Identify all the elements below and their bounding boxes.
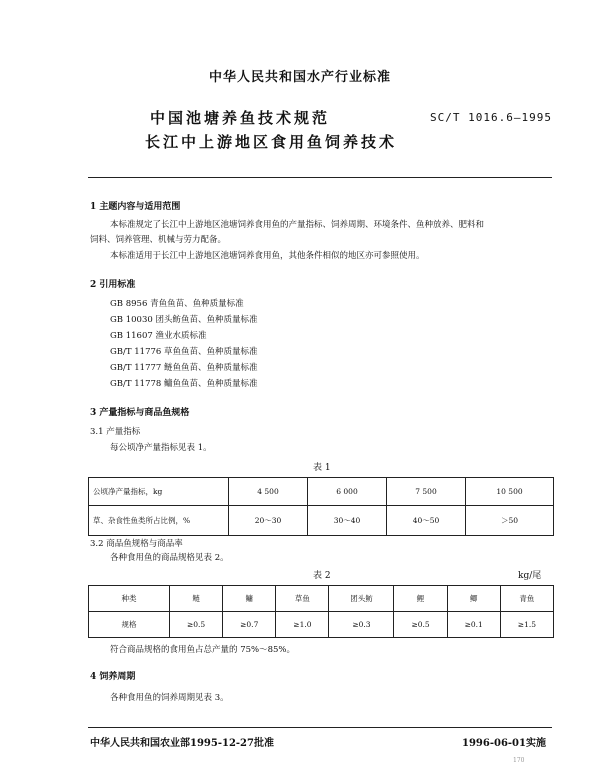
section-1-para1-line2: 饲料、饲养管理、机械与劳力配备。 xyxy=(90,235,227,245)
reference-item: GB/T 11778 鳙鱼鱼苗、鱼种质量标准 xyxy=(110,379,258,389)
header-divider xyxy=(88,177,552,178)
section-4-heading: 4 饲养周期 xyxy=(90,672,136,682)
table-cell: 7 500 xyxy=(387,478,466,506)
table-cell: 规格 xyxy=(89,612,170,638)
table-row xyxy=(89,478,554,506)
table-cell: ≥0.1 xyxy=(447,612,500,638)
table-cell: ≥0.7 xyxy=(223,612,276,638)
table-cell: 10 500 xyxy=(466,478,554,506)
section-3-2-heading: 3.2 商品鱼规格与商品率 xyxy=(90,539,183,549)
section-3-1-heading: 3.1 产量指标 xyxy=(90,427,141,437)
section-1-para1-line1: 本标准规定了长江中上游地区池塘饲养食用鱼的产量指标、饲养周期、环境条件、鱼种放养、肥料和 xyxy=(110,220,485,230)
table-1 xyxy=(88,477,554,536)
table-cell: 20～30 xyxy=(229,506,308,536)
section-3-heading: 3 产量指标与商品鱼规格 xyxy=(90,408,190,418)
table-cell: ≥0.5 xyxy=(394,612,447,638)
table-2-caption: 表 2 xyxy=(313,571,331,581)
table-cell: 种类 xyxy=(89,586,170,612)
table-cell: 鳙 xyxy=(223,586,276,612)
section-3-1-text: 每公顷净产量指标见表 1。 xyxy=(110,443,212,453)
reference-item: GB/T 11777 鲢鱼鱼苗、鱼种质量标准 xyxy=(110,363,258,373)
document-title-line1: 中国池塘养鱼技术规范 xyxy=(150,109,331,127)
reference-item: GB 10030 团头鲂鱼苗、鱼种质量标准 xyxy=(110,315,258,325)
table-row xyxy=(89,612,554,638)
issuer-title: 中华人民共和国水产行业标准 xyxy=(208,70,391,85)
table-cell: 鲢 xyxy=(170,586,223,612)
section-3-2-text: 各种食用鱼的商品规格见表 2。 xyxy=(110,553,229,563)
table-cell: 草、杂食性鱼类所占比例，% xyxy=(89,506,229,536)
footer-divider xyxy=(88,727,552,728)
table-cell: ≥1.0 xyxy=(276,612,329,638)
table-cell: 青鱼 xyxy=(500,586,553,612)
reference-item: GB 11607 渔业水质标准 xyxy=(110,331,207,341)
table-cell: 4 500 xyxy=(229,478,308,506)
table-cell: ＞50 xyxy=(466,506,554,536)
table-cell: 公顷净产量指标，kg xyxy=(89,478,229,506)
table-1-caption: 表 1 xyxy=(313,463,331,473)
section-2-heading: 2 引用标准 xyxy=(90,280,136,290)
table-row xyxy=(89,506,554,536)
standard-code: SC/T 1016.6—1995 xyxy=(430,111,552,124)
reference-item: GB/T 11776 草鱼鱼苗、鱼种质量标准 xyxy=(110,347,258,357)
section-3-2-note: 符合商品规格的食用鱼占总产量的 75%～85%。 xyxy=(110,645,295,655)
table-cell: 40～50 xyxy=(387,506,466,536)
table-cell: ≥0.3 xyxy=(329,612,394,638)
table-cell: ≥0.5 xyxy=(170,612,223,638)
section-4-text: 各种食用鱼的饲养周期见表 3。 xyxy=(110,693,229,703)
implementation-date: 1996-06-01实施 xyxy=(462,738,546,749)
table-2-unit: kg/尾 xyxy=(518,571,542,581)
document-title-line2: 长江中上游地区食用鱼饲养技术 xyxy=(145,133,398,151)
section-1-heading: 1 主题内容与适用范围 xyxy=(90,202,181,212)
table-cell: ≥1.5 xyxy=(500,612,553,638)
table-cell: 鲫 xyxy=(447,586,500,612)
reference-item: GB 8956 青鱼鱼苗、鱼种质量标准 xyxy=(110,299,244,309)
section-1-para2: 本标准适用于长江中上游地区池塘饲养食用鱼，其他条件相似的地区亦可参照使用。 xyxy=(110,251,425,261)
table-cell: 30～40 xyxy=(308,506,387,536)
table-row xyxy=(89,586,554,612)
table-cell: 鲤 xyxy=(394,586,447,612)
table-cell: 草鱼 xyxy=(276,586,329,612)
table-2 xyxy=(88,585,554,638)
approval-note: 中华人民共和国农业部1995-12-27批准 xyxy=(90,738,274,749)
page-number: 170 xyxy=(513,757,525,764)
table-cell: 团头鲂 xyxy=(329,586,394,612)
table-cell: 6 000 xyxy=(308,478,387,506)
